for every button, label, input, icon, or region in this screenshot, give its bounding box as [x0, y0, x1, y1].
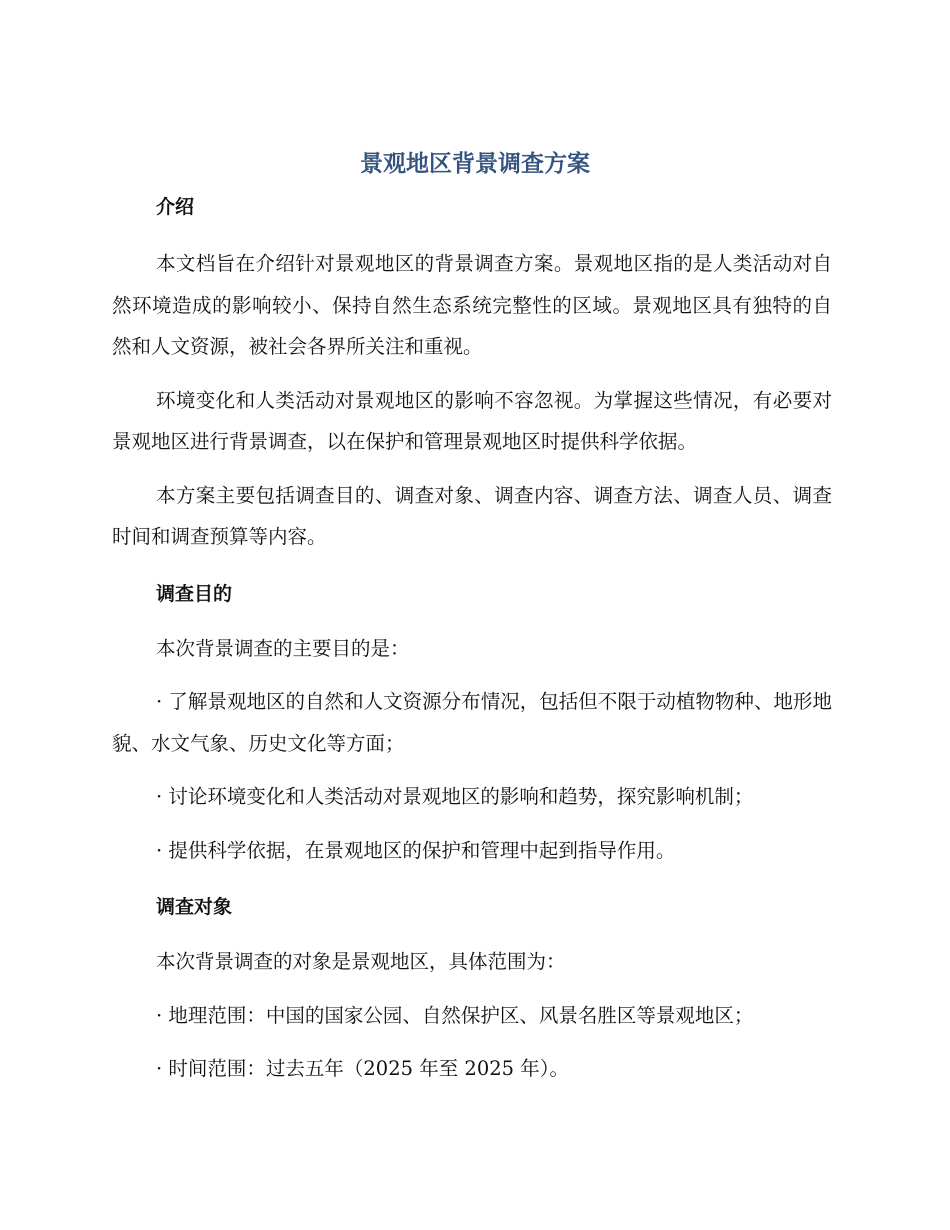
- section-heading-object: 调查对象: [156, 896, 233, 918]
- object-lead: 本次背景调查的对象是景观地区，具体范围为：: [156, 950, 566, 973]
- object-list-item: · 时间范围：过去五年（2025 年至 2025 年）。: [156, 1057, 569, 1080]
- section-heading-purpose: 调查目的: [156, 582, 233, 605]
- intro-paragraph-1: 本文档旨在介绍针对景观地区的背景调查方案。景观地区指的是人类活动对自然环境造成的影响较小、保持自然生态系统完整性的区域。景观地区具有独特的自然和人文资源，被社会各界所关注和重视。: [112, 252, 832, 358]
- document-body: [112, 188, 832, 1090]
- document-title: 景观地区背景调查方案: [360, 151, 590, 177]
- section-heading-intro: 介绍: [156, 196, 195, 218]
- purpose-list-item: · 讨论环境变化和人类活动对景观地区的影响和趋势，探究影响机制；: [156, 785, 754, 808]
- intro-paragraph-2: 环境变化和人类活动对景观地区的影响不容忽视。为掌握这些情况，有必要对景观地区进行背景调查，以在保护和管理景观地区时提供科学依据。: [112, 388, 832, 453]
- object-list-item: · 地理范围：中国的国家公园、自然保护区、风景名胜区等景观地区；: [156, 1003, 754, 1027]
- purpose-list-item: · 了解景观地区的自然和人文资源分布情况，包括但不限于动植物物种、地形地貌、水文气象、历史文化等方面；: [112, 690, 832, 755]
- intro-paragraph-3: 本方案主要包括调查目的、调查对象、调查内容、调查方法、调查人员、调查时间和调查预算等内容。: [112, 483, 832, 548]
- purpose-list-item: · 提供科学依据，在景观地区的保护和管理中起到指导作用。: [156, 838, 676, 862]
- purpose-lead: 本次背景调查的主要目的是：: [156, 636, 410, 660]
